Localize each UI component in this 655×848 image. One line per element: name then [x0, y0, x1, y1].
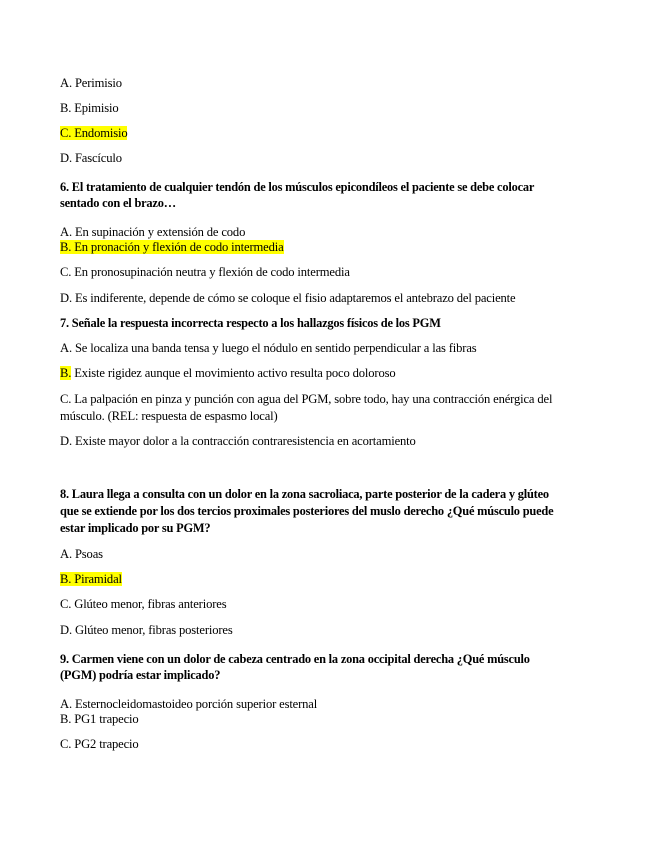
- question-9-line-1: 9. Carmen viene con un dolor de cabeza centrado en la zona occipital derecha ¿Qué músculo: [60, 652, 530, 666]
- question-8-line-3: estar implicado por su PGM?: [60, 521, 211, 535]
- question-7-option-c-line-1: C. La palpación en pinza y punción con agua del PGM, sobre todo, hay una contracción enérgica del: [60, 392, 553, 406]
- option-c-endomisio-highlighted: [60, 126, 127, 141]
- option-a-perimisio: A. Perimisio: [60, 76, 122, 90]
- question-8-option-a: A. Psoas: [60, 547, 103, 561]
- question-8-line-1: 8. Laura llega a consulta con un dolor en la zona sacroliaca, parte posterior de la cadera y glúteo: [60, 487, 549, 501]
- question-6-option-b-highlighted: [60, 240, 284, 255]
- question-9-option-c: C. PG2 trapecio: [60, 737, 139, 751]
- question-6-option-c: C. En pronosupinación neutra y flexión de codo intermedia: [60, 265, 350, 279]
- highlighted-answer: C. Endomisio: [60, 126, 128, 140]
- question-6-line-2: sentado con el brazo…: [60, 196, 176, 210]
- question-6-option-a: A. En supinación y extensión de codo: [60, 225, 246, 239]
- highlighted-answer: B. Piramidal: [60, 572, 122, 586]
- question-7-option-a: A. Se localiza una banda tensa y luego el nódulo en sentido perpendicular a las fibras: [60, 341, 477, 355]
- question-8-option-d: D. Glúteo menor, fibras posteriores: [60, 623, 233, 637]
- question-7-option-d: D. Existe mayor dolor a la contracción contraresistencia en acortamiento: [60, 434, 416, 448]
- question-9-option-a: A. Esternocleidomastoideo porción superior esternal: [60, 697, 318, 711]
- question-9-line-2: (PGM) podría estar implicado?: [60, 668, 221, 682]
- question-7-option-c-line-2: músculo. (REL: respuesta de espasmo local): [60, 409, 278, 423]
- question-9-option-b: B. PG1 trapecio: [60, 712, 139, 726]
- highlighted-answer-letter: B.: [60, 366, 72, 380]
- question-8-option-b-highlighted: [60, 572, 122, 587]
- question-6-line-1: 6. El tratamiento de cualquier tendón de los músculos epicondíleos el paciente se debe colocar: [60, 180, 535, 194]
- highlighted-answer: B. En pronación y flexión de codo intermedia: [60, 240, 284, 254]
- question-7-option-b: [60, 366, 396, 381]
- question-8-line-2: que se extiende por los dos tercios proximales posteriores del muslo derecho ¿Qué músculo puede: [60, 504, 554, 518]
- option-b-epimisio: B. Epimisio: [60, 101, 119, 115]
- question-7: 7. Señale la respuesta incorrecta respecto a los hallazgos físicos de los PGM: [60, 316, 441, 330]
- question-6-option-d: D. Es indiferente, depende de cómo se coloque el fisio adaptaremos el antebrazo del paciente: [60, 291, 516, 305]
- question-8-option-c: C. Glúteo menor, fibras anteriores: [60, 597, 227, 611]
- option-text: Existe rigidez aunque el movimiento activo resulta poco doloroso: [71, 366, 396, 380]
- option-d-fasciculo: D. Fascículo: [60, 151, 122, 165]
